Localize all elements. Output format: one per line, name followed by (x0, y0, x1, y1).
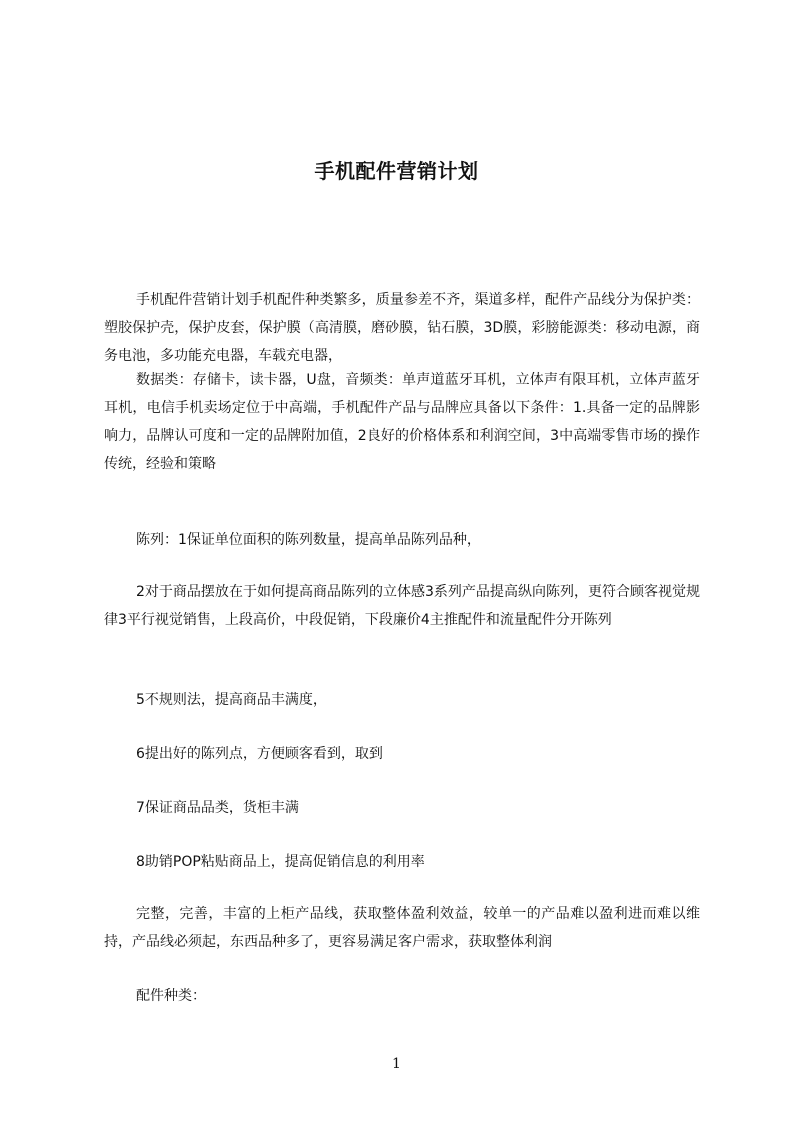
paragraph-display-point-5: 5不规则法，提高商品丰满度， (136, 692, 327, 708)
paragraph-data-audio-brand-criteria: 数据类：存储卡，读卡器，U盘，音频类：单声道蓝牙耳机，立体声有限耳机，立体声蓝牙耳机，电信手机卖场定位于中高端，手机配件产品与品牌应具备以下条件：1.具备一定的品牌影响力，品牌认可度和一定的品牌附加值，2良好的价格体系和利润空间，3中高端零售市场的操作传统，经验和策略 (104, 372, 700, 472)
paragraph-product-categories: 手机配件营销计划手机配件种类繁多，质量参差不齐，渠道多样，配件产品线分为保护类：塑胶保护壳，保护皮套，保护膜（高清膜，磨砂膜，钻石膜，3D膜，彩膀能源类：移动电源，商务电池，多功能充电器，车载充电器， (104, 292, 700, 364)
paragraph-display-point-2-4: 2对于商品摆放在于如何提高商品陈列的立体感3系列产品提高纵向陈列，更符合顾客视觉规律3平行视觉销售，上段高价，中段促销，下段廉价4主推配件和流量配件分开陈列 (104, 584, 700, 628)
paragraph-display-point-8: 8助销POP粘贴商品上，提高促销信息的利用率 (136, 854, 425, 870)
page-number: 1 (392, 1056, 401, 1072)
paragraph-display-point-6: 6提出好的陈列点，方便顾客看到，取到 (136, 746, 383, 762)
paragraph-display-point-1: 陈列：1保证单位面积的陈列数量，提高单品陈列品种， (136, 532, 481, 548)
paragraph-accessory-types-heading: 配件种类： (136, 988, 206, 1004)
document-title: 手机配件营销计划 (314, 159, 479, 184)
paragraph-display-point-7: 7保证商品品类，货柜丰满 (136, 800, 299, 816)
paragraph-product-line-summary: 完整，完善，丰富的上柜产品线，获取整体盈利效益，较单一的产品难以盈利进而难以维持，产品线必须起，东西品种多了，更容易满足客户需求，获取整体利润 (104, 906, 700, 950)
